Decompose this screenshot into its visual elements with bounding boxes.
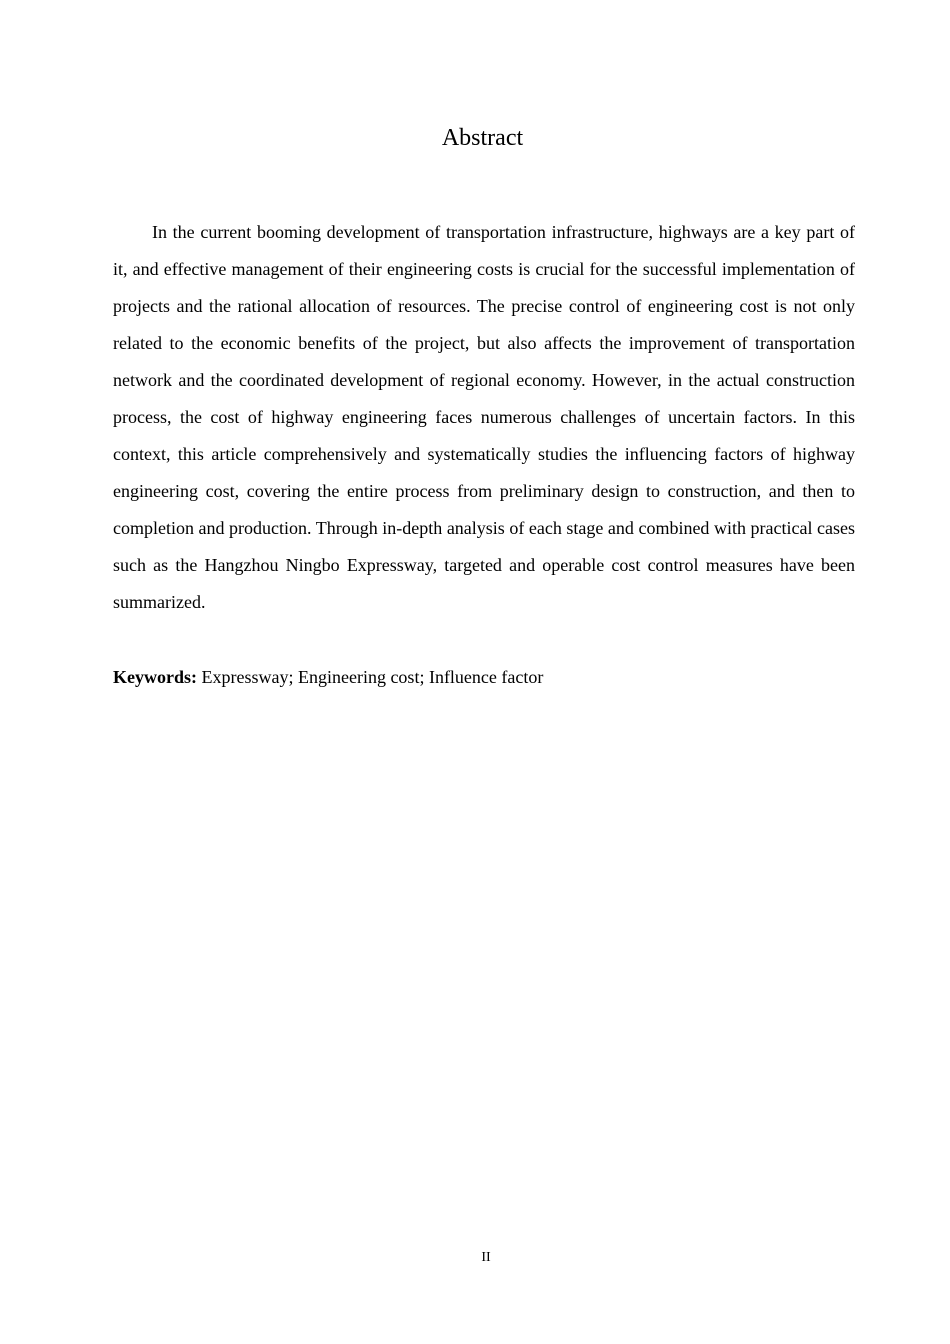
keywords-value: Expressway; Engineering cost; Influence factor bbox=[201, 667, 544, 687]
page-number: II bbox=[481, 1250, 491, 1265]
keywords-label: Keywords: bbox=[113, 667, 197, 687]
abstract-paragraph: In the current booming development of transportation infrastructure, highways are a key part of it, and effective management of their engineering costs is crucial for the successful implementation of projects and the rational allocation of resources. The precise control of engineering cost is not only related to the economic benefits of the project, but also affects the improvement of transportation network and the coordinated development of regional economy. However, in the actual construction process, the cost of highway engineering faces numerous challenges of uncertain factors. In this context, this article comprehensively and systematically studies the influencing factors of highway engineering cost, covering the entire process from preliminary design to construction, and then to completion and production. Through in-depth analysis of each stage and combined with practical cases such as the Hangzhou Ningbo Expressway, targeted and operable cost control measures have been summarized. bbox=[113, 222, 855, 612]
page-title: Abstract bbox=[441, 125, 524, 151]
keywords-line bbox=[113, 660, 855, 694]
